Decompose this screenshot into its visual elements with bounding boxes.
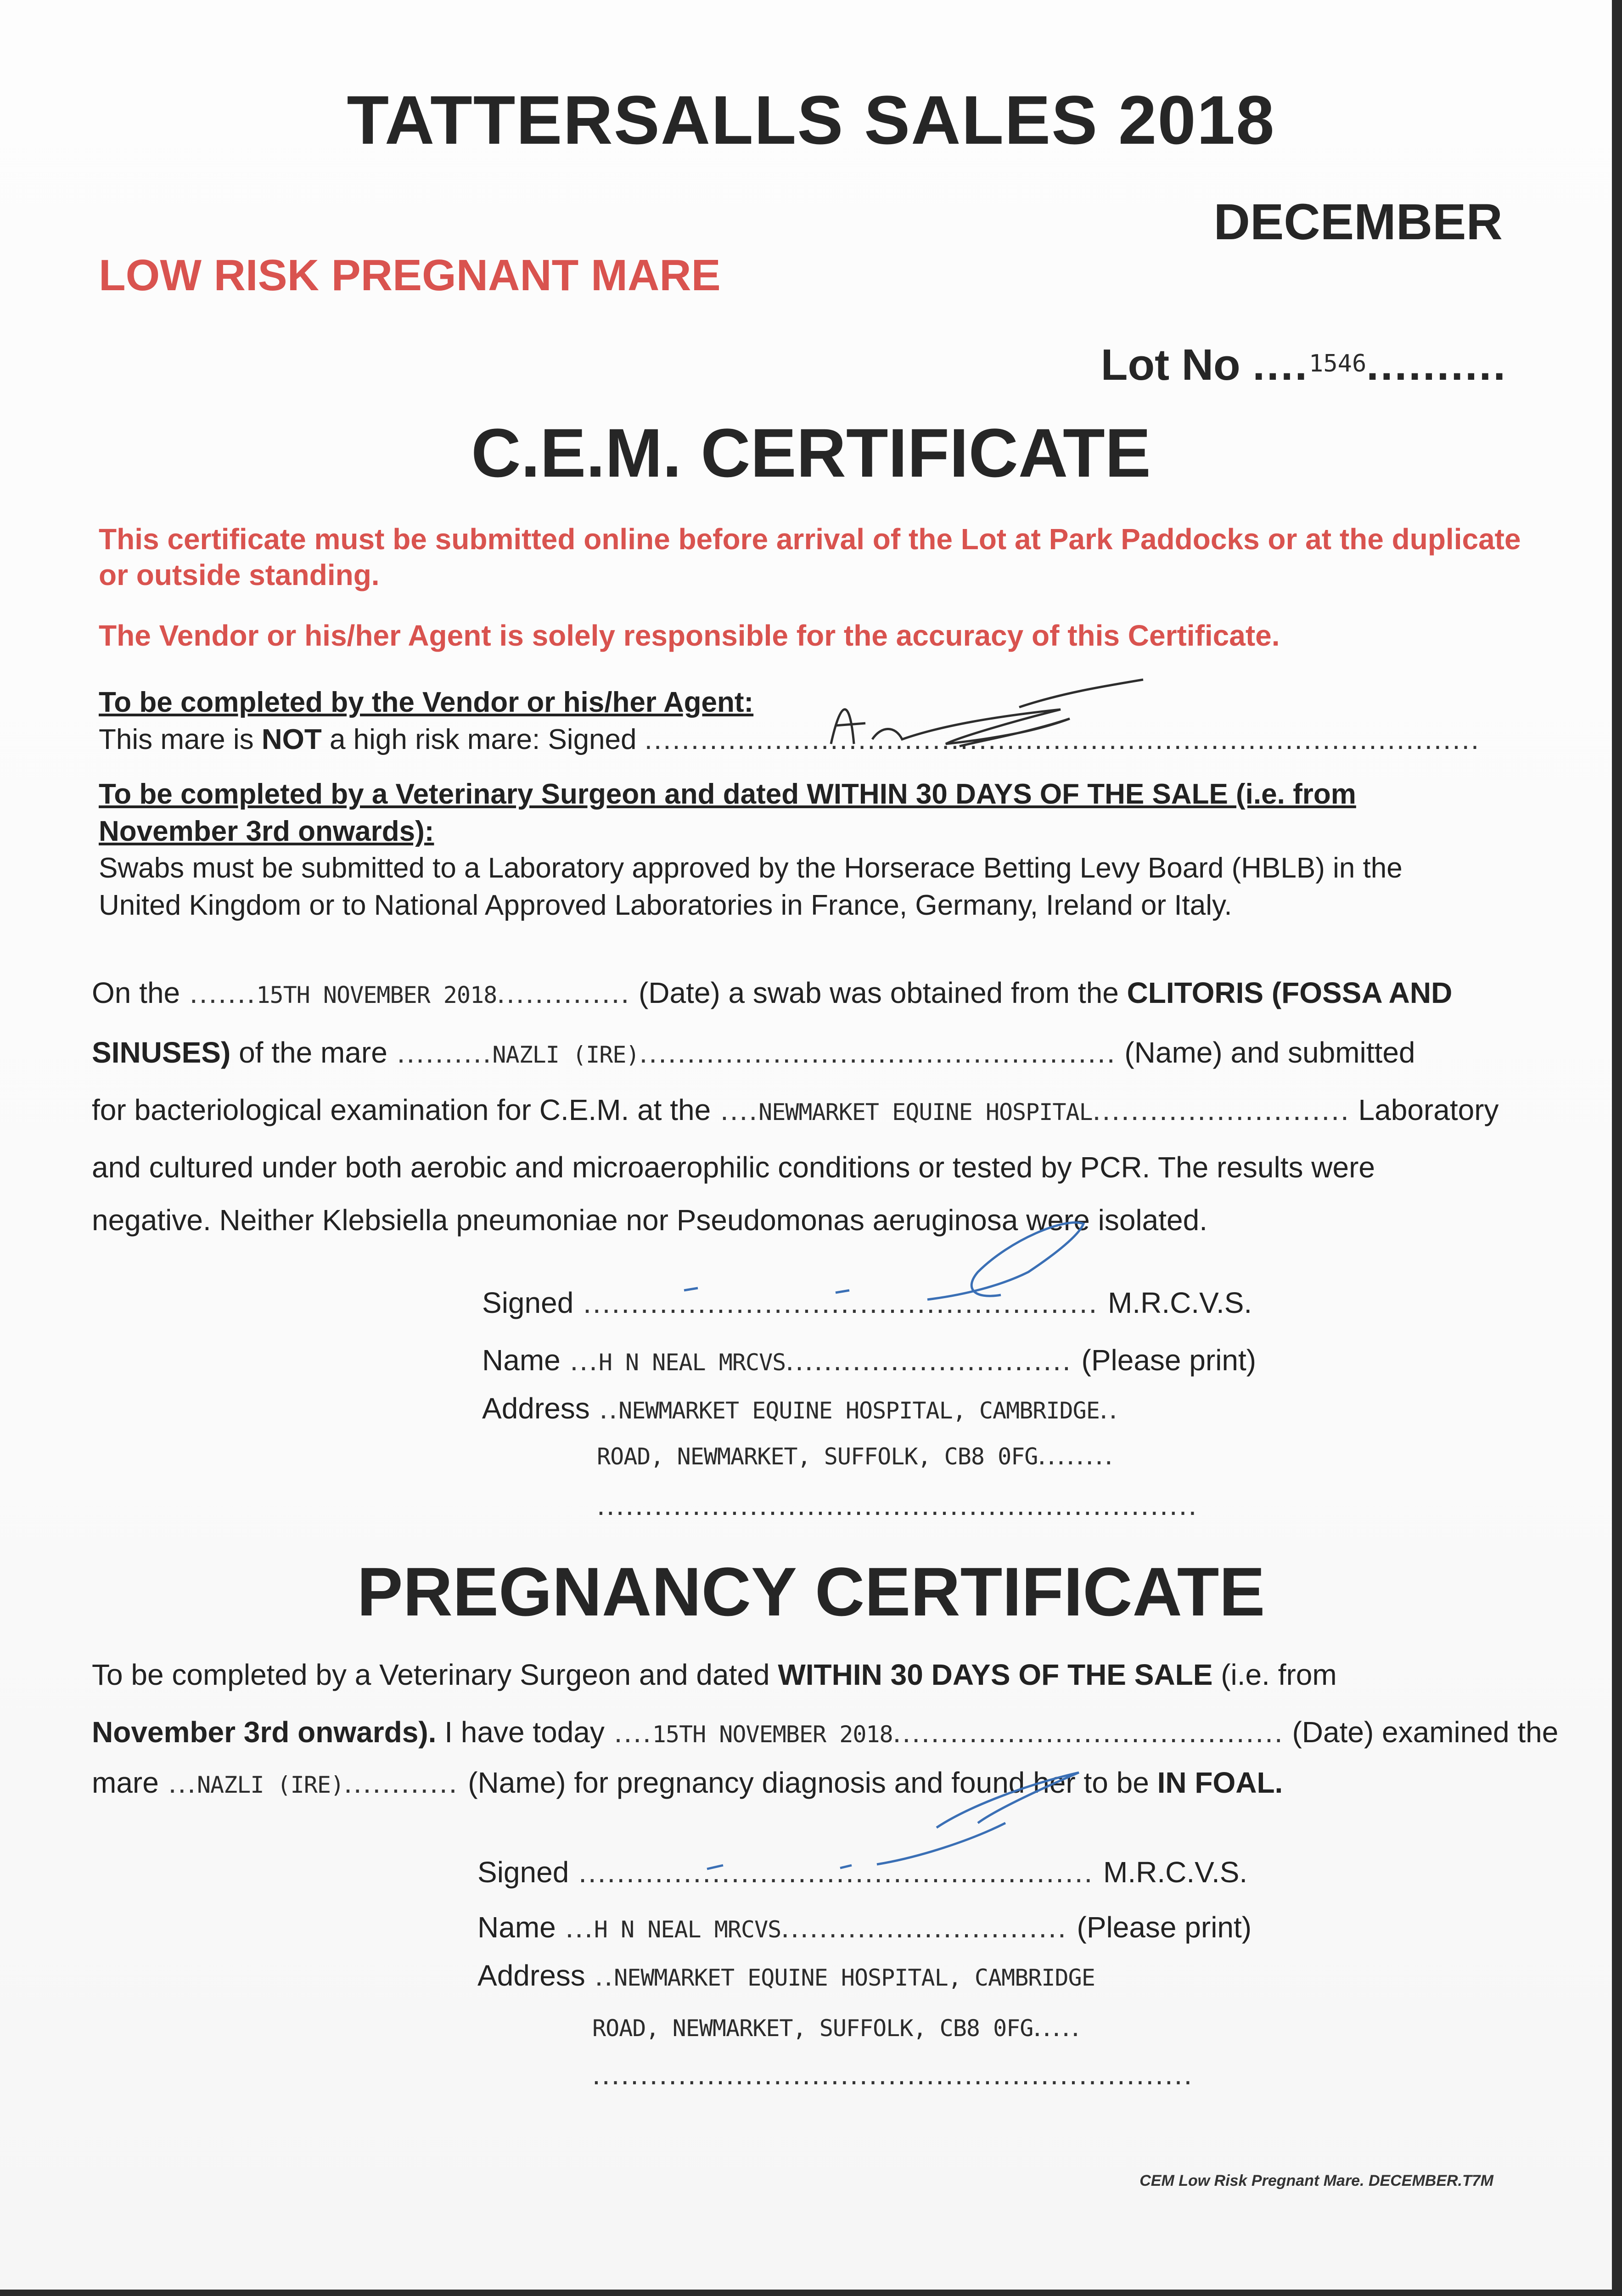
sales-title: TATTERSALLS SALES 2018 bbox=[347, 81, 1275, 158]
swab-mare-line: SINUSES) of the mare ..........NAZLI (IRE).................................................. (Name) and submitted bbox=[92, 1036, 1415, 1069]
pregnancy-date: 15TH NOVEMBER 2018 bbox=[652, 1721, 893, 1748]
pregnancy-address-row: Address ..NEWMARKET EQUINE HOSPITAL, CAMBRIDGE bbox=[477, 1959, 1095, 1992]
vet-section-heading-1: To be completed by a Veterinary Surgeon and dated WITHIN 30 DAYS OF THE SALE (i.e. from bbox=[99, 778, 1356, 810]
cem-vet-name: H N NEAL MRCVS bbox=[598, 1349, 786, 1376]
cem-vet-signature bbox=[679, 1203, 1093, 1313]
cem-address-row: Address ..NEWMARKET EQUINE HOSPITAL, CAMBRIDGE.. bbox=[482, 1392, 1119, 1425]
scan-edge-right bbox=[1612, 0, 1622, 2296]
pregnancy-address-row-3: ............................................................... bbox=[592, 2058, 1194, 2091]
pregnancy-vet-name: H N NEAL MRCVS bbox=[594, 1916, 781, 1943]
swab-date: 15TH NOVEMBER 2018 bbox=[256, 982, 497, 1008]
swab-laboratory: NEWMARKET EQUINE HOSPITAL bbox=[758, 1099, 1093, 1125]
lot-number-row: Lot No ....1546.......... bbox=[1100, 340, 1507, 389]
cultured-line: and cultured under both aerobic and microaerophilic conditions or tested by PCR. The results were bbox=[92, 1151, 1375, 1184]
scan-edge-bottom bbox=[0, 2290, 1622, 2296]
lot-label: Lot No bbox=[1100, 340, 1240, 389]
swab-instructions-1: Swabs must be submitted to a Laboratory approved by the Horserace Betting Levy Board (HBLB) in the bbox=[99, 852, 1403, 884]
pregnancy-line-3: mare ...NAZLI (IRE)............ (Name) for pregnancy diagnosis and found her to be IN FOAL. bbox=[92, 1766, 1283, 1799]
lot-number: 1546 bbox=[1309, 350, 1367, 377]
vendor-statement: This mare is NOT a high risk mare: Signed .......................................................................................... bbox=[99, 723, 1481, 755]
sale-month: DECEMBER bbox=[1213, 194, 1503, 250]
cem-certificate-title: C.E.M. CERTIFICATE bbox=[471, 414, 1151, 491]
pregnancy-mare-name: NAZLI (IRE) bbox=[196, 1772, 344, 1798]
pregnancy-signed-row: Signed ...................................................... M.R.C.V.S. bbox=[477, 1856, 1248, 1889]
pregnancy-address-line1: NEWMARKET EQUINE HOSPITAL, CAMBRIDGE bbox=[614, 1964, 1095, 1991]
pregnancy-address-row-2: ROAD, NEWMARKET, SUFFOLK, CB8 0FG..... bbox=[592, 2009, 1081, 2043]
swab-date-line: On the .......15TH NOVEMBER 2018.............. (Date) a swab was obtained from the CLITORIS (FOSSA AND bbox=[92, 976, 1453, 1009]
pregnancy-certificate-title: PREGNANCY CERTIFICATE bbox=[357, 1553, 1265, 1630]
swab-mare-name: NAZLI (IRE) bbox=[492, 1041, 640, 1068]
cem-address-row-2: ROAD, NEWMARKET, SUFFOLK, CB8 0FG........ bbox=[597, 1438, 1114, 1471]
cem-address-row-3: ............................................................... bbox=[597, 1488, 1198, 1521]
negative-result-line: negative. Neither Klebsiella pneumoniae nor Pseudomonas aeruginosa were isolated. bbox=[92, 1204, 1207, 1237]
pregnancy-line-2: November 3rd onwards). I have today ....15TH NOVEMBER 2018......................................... (Date) examined the bbox=[92, 1716, 1559, 1749]
cem-signed-row: Signed ...................................................... M.R.C.V.S. bbox=[482, 1286, 1252, 1319]
vendor-responsibility-notice: The Vendor or his/her Agent is solely responsible for the accuracy of this Certificate. bbox=[99, 619, 1280, 652]
vendor-signature bbox=[822, 675, 1143, 753]
form-reference: CEM Low Risk Pregnant Mare. DECEMBER.T7M bbox=[1139, 2172, 1493, 2189]
online-submission-notice: This certificate must be submitted online before arrival of the Lot at Park Paddocks or at the duplicate or outside standing. bbox=[99, 523, 1521, 592]
vendor-section-heading: To be completed by the Vendor or his/her Agent: bbox=[99, 687, 754, 718]
mare-category: LOW RISK PREGNANT MARE bbox=[99, 251, 721, 300]
cem-address-line2: ROAD, NEWMARKET, SUFFOLK, CB8 0FG bbox=[597, 1443, 1038, 1470]
vet-section-heading-2: November 3rd onwards): bbox=[99, 815, 434, 847]
cem-name-row: Name ...H N NEAL MRCVS.............................. (Please print) bbox=[482, 1344, 1257, 1377]
pregnancy-line-1: To be completed by a Veterinary Surgeon and dated WITHIN 30 DAYS OF THE SALE (i.e. from bbox=[92, 1658, 1337, 1691]
pregnancy-name-row: Name ...H N NEAL MRCVS.............................. (Please print) bbox=[477, 1911, 1252, 1944]
pregnancy-vet-signature bbox=[702, 1814, 1024, 1878]
cem-address-line1: NEWMARKET EQUINE HOSPITAL, CAMBRIDGE bbox=[618, 1397, 1100, 1424]
swab-lab-line: for bacteriological examination for C.E.M. at the ....NEWMARKET EQUINE HOSPITAL........................... Laboratory bbox=[92, 1093, 1499, 1126]
swab-instructions-2: United Kingdom or to National Approved Laboratories in France, Germany, Ireland or Italy. bbox=[99, 889, 1232, 921]
pregnancy-address-line2: ROAD, NEWMARKET, SUFFOLK, CB8 0FG bbox=[592, 2015, 1033, 2042]
